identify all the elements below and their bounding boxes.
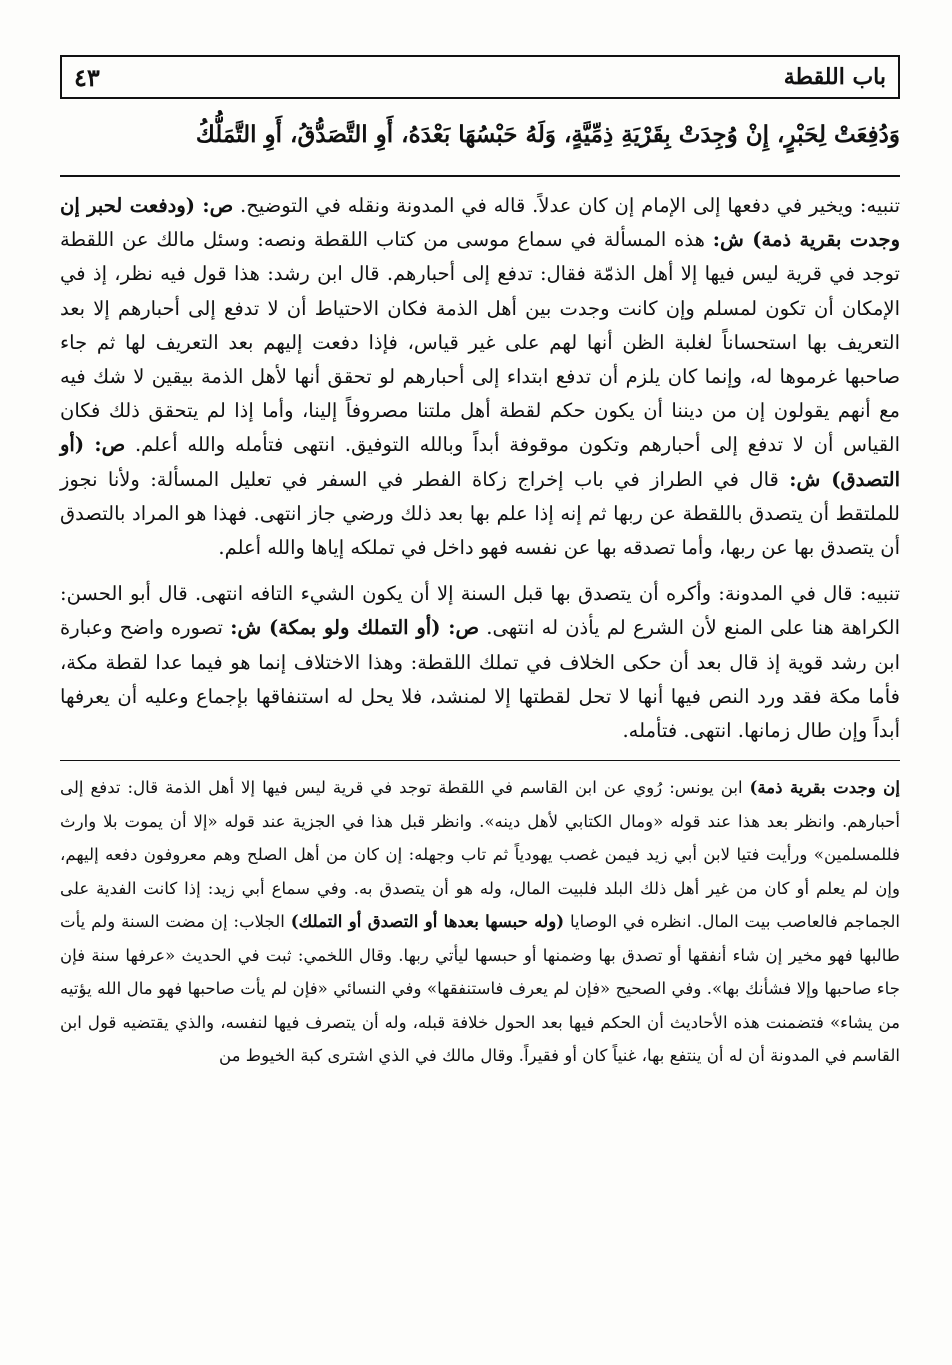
lemma-bold: ص: (أو التملك ولو بمكة) ش: <box>230 616 480 640</box>
lemma-bold: ص: (أو التصدق) ش: <box>60 433 900 491</box>
note-lemma: إن وجدت بقرية ذمة) <box>749 777 900 798</box>
page-number: ٤٣ <box>74 62 100 92</box>
book-page <box>60 55 900 1073</box>
notes-paragraph: إن وجدت بقرية ذمة) ابن يونس: رُوي عن ابن القاسم في اللقطة توجد في قرية ليس فيها إلا أهل الذمة قال: تدفع إلى أحبارهم. وانظر بعد هذا عند قوله «ومال الكتابي لأهل دينه». وانظر قبل هذا في الجزية عند قوله «إلا أن يموت بلا وارث فللمسلمين» ورأيت فتيا لابن أبي زيد فيمن غصب يهودياً ثم تاب وجهله: إن كان من أهل الصلح وهم معروفون دفعه إليهم، وإن لم يعلم أو كان من غير أهل ذلك البلد فلبيت المال، وله هو أن يتصدق به. وفي سماع أبي زيد: إذا كانت الفدية على الجماجم فالعاصب بيت المال. انظره في الوصايا (وله حبسها بعدها أو التصدق أو التملك) الجلاب: إن مضت السنة ولم يأت طالبها فهو مخير إن شاء أنفقها أو تصدق بها وضمنها أو حبسها ليأتي ربها. وقال اللخمي: ثبت في الحديث «عرفها سنة فإن جاء صاحبها وإلا فشأنك بها». وفي الصحيح «فإن لم يعرف فاستنفقها» وفي النسائي «فإن لم يأت صاحبها فهو مال الله يؤتيه من يشاء» فتضمنت هذه الأحاديث أن الحكم فيها بعد الحول خلافة قبله، وله أن يتصرف فيها لنفسه، والذي يقتضيه قول ابن القاسم في المدونة أن له أن ينتفع بها، غنياً كان أو فقيراً. وقال مالك في الذي اشترى كبة الخيوط من <box>60 777 900 1066</box>
matn-divider <box>60 175 900 177</box>
footnote-divider <box>60 760 900 761</box>
page-header <box>60 55 900 99</box>
matn-text: وَدُفِعَتْ لِحَبْرٍ، إِنْ وُجِدَتْ بِقَرْيَةِ ذِمِّيَّةٍ، وَلَهُ حَبْسُهَا بَعْدَهُ، أَوِ التَّصَدُّقُ، أَوِ التَّمَلُّكُ <box>195 121 900 148</box>
note-lemma: (وله حبسها بعدها أو التصدق أو التملك) <box>290 911 565 932</box>
commentary-paragraph-1: تنبيه: ويخير في دفعها إلى الإمام إن كان عدلاً. قاله في المدونة ونقله في التوضيح. ص: (ودفعت لحبر إن وجدت بقرية ذمة) ش: هذه المسألة في سماع موسى من كتاب اللقطة ونصه: وسئل مالك عن اللقطة توجد في قرية ليس فيها إلا أهل الذمّة فقال: تدفع إلى أحبارهم. قال ابن رشد: هذا قول فيه نظر، إذ في الإمكان أن تكون لمسلم وإن كانت وجدت بين أهل الذمة فكان الاحتياط أن لا تدفع إلى أحبارهم إلا بعد التعريف بها استحساناً لغلبة الظن أنها لهم على غير قياس، فإذا دفعت إليهم بعد التعريف لها ثم جاء صاحبها غرموها له، وإنما كان يلزم أن تدفع ابتداء إلى أحبارهم لو تحقق أنها لأهل الذمة بيقين لا شك فيه مع أنهم يقولون إن من ديننا أن يكون حكم لقطة أهل ملتنا مصروفاً إلينا، وأما إذا لم يتحقق ذلك فكان القياس أن لا تدفع إلى أحبارهم وتكون موقوفة أبداً وبالله التوفيق. انتهى فتأمله والله أعلم. ص: (أو التصدق) ش: قال في الطراز في باب إخراج زكاة الفطر في السفر في تعليل المسألة: ولأنا نجوز للملتقط أن يتصدق باللقطة عن ربها ثم إنه إذا علم بها بعد ذلك ورضي جاز انتهى. فهذا هو المراد بالتصدق أن يتصدق بها عن ربها، وأما تصدقه بها عن نفسه فهو داخل في تملكه إياها والله أعلم. <box>60 194 900 560</box>
commentary <box>60 189 900 748</box>
lemma-bold: ص: (ودفعت لحبر إن وجدت بقرية ذمة) ش: <box>60 194 900 252</box>
margin-notes <box>60 771 900 1073</box>
commentary-paragraph-2: تنبيه: قال في المدونة: وأكره أن يتصدق بها قبل السنة إلا أن يكون الشيء التافه انتهى. قال أبو الحسن: الكراهة هنا على المنع لأن الشرع لم يأذن له انتهى. ص: (أو التملك ولو بمكة) ش: تصوره واضح وعبارة ابن رشد قوية إذ قال بعد أن حكى الخلاف في تملك اللقطة: وهذا الاختلاف إنما هو فيما عدا لقطة مكة، فأما مكة فقد ورد النص فيها أنها لا تحل لقطتها إلا لمنشد، فلا يحل له استنفاقها بإجماع وعليه أن يعرفها أبداً وإن طال زمانها. انتهى. فتأمله. <box>60 582 900 743</box>
chapter-title: باب اللقطة <box>783 64 886 90</box>
